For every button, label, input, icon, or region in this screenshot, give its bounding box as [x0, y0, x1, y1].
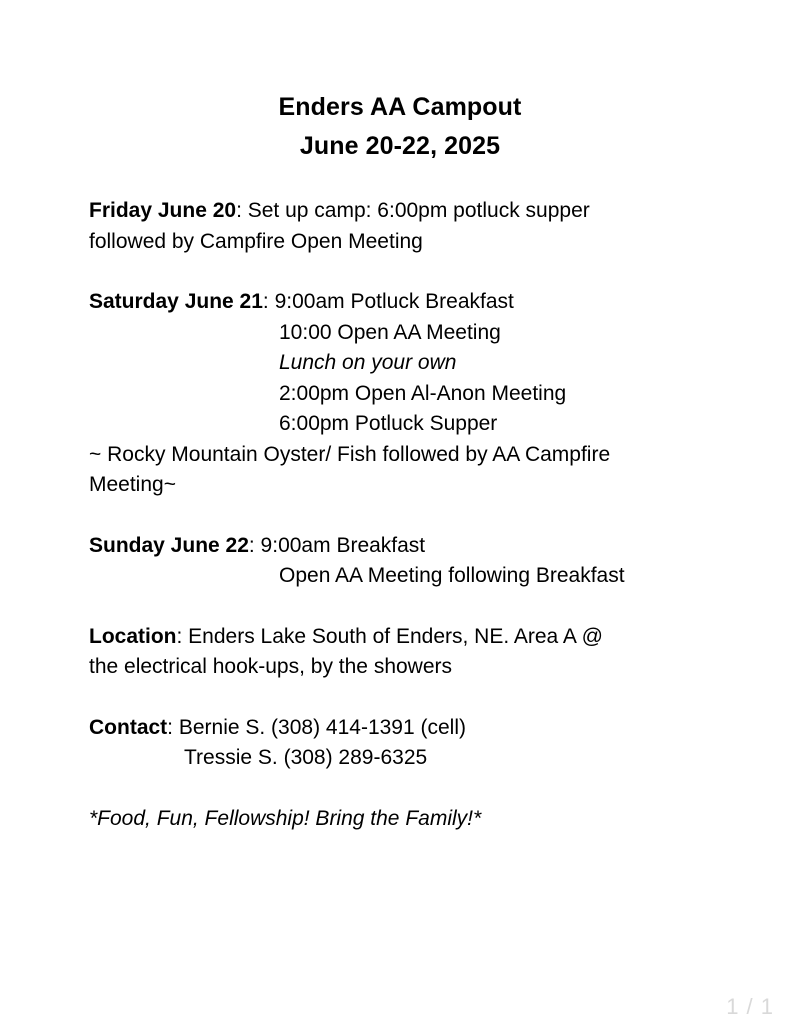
sunday-line-1 [89, 531, 709, 562]
saturday-item-1400: 2:00pm Open Al-Anon Meeting [279, 381, 567, 405]
document-body [89, 196, 709, 834]
saturday-item-lunch: Lunch on your own [279, 351, 457, 374]
sunday-line-1-rest: : 9:00am Breakfast [248, 533, 426, 557]
sunday-label: Sunday June 22 [89, 533, 249, 557]
section-saturday [89, 287, 709, 501]
saturday-item-1800: 6:00pm Potluck Supper [279, 412, 498, 435]
saturday-label: Saturday June 21 [89, 290, 263, 313]
section-contact [89, 713, 709, 774]
title-line-event: Enders AA Campout [278, 93, 522, 121]
contact-label: Contact [89, 715, 168, 739]
section-location [89, 622, 709, 683]
sunday-item-meeting: Open AA Meeting following Breakfast [279, 564, 625, 587]
section-friday [89, 196, 709, 257]
contact-phone-tressie: Tressie S. (308) 289-6325 [184, 746, 428, 769]
friday-label: Friday June 20 [89, 199, 237, 222]
saturday-line-1-rest: : 9:00am Potluck Breakfast [262, 290, 514, 313]
section-sunday [89, 531, 709, 592]
location-label: Location [89, 624, 177, 648]
page-title [0, 88, 800, 166]
friday-line-2: followed by Campfire Open Meeting [89, 229, 423, 253]
location-line-1 [89, 622, 709, 653]
location-line-1-rest: : Enders Lake South of Enders, NE. Area A @ [176, 624, 603, 648]
location-line-2: the electrical hook-ups, by the showers [89, 655, 453, 678]
page-indicator: 1 / 1 [726, 994, 774, 1019]
saturday-note-line-2: Meeting~ [89, 473, 176, 496]
closing-tagline: *Food, Fun, Fellowship! Bring the Family!* [89, 806, 482, 830]
saturday-item-1000: 10:00 Open AA Meeting [279, 320, 501, 344]
saturday-line-1 [89, 287, 709, 318]
contact-line-1 [89, 713, 709, 744]
saturday-note-line-1: ~ Rocky Mountain Oyster/ Fish followed by AA Campfire [89, 442, 611, 466]
friday-line-1 [89, 196, 709, 227]
contact-phone-bernie: : Bernie S. (308) 414-1391 (cell) [167, 715, 466, 739]
title-line-dates: June 20-22, 2025 [299, 132, 501, 160]
friday-line-1-rest: : Set up camp: 6:00pm potluck supper [236, 199, 590, 222]
